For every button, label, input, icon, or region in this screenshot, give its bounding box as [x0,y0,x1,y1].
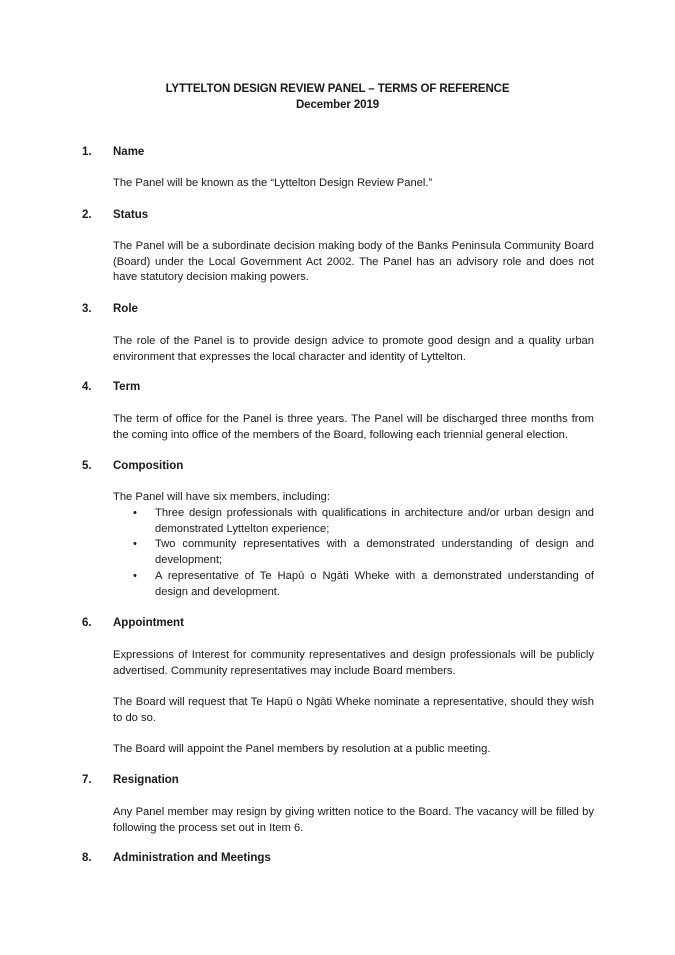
list-item [133,569,594,600]
list-item [133,506,594,537]
section-6-paragraph-3: The Board will appoint the Panel members by resolution at a public meeting. [113,743,491,755]
composition-list [133,506,594,600]
section-5-paragraph: The Panel will have six members, including: [113,491,331,503]
section-number: 2. [82,209,92,221]
document-date: December 2019 [295,99,380,111]
section-number: 1. [82,146,92,158]
bullet-icon: • [133,569,137,582]
document-title: LYTTELTON DESIGN REVIEW PANEL – TERMS OF REFERENCE [165,83,510,95]
list-item-text: Three design professionals with qualifications in architecture and/or urban design and demonstrated Lyttelton experience; [155,507,594,535]
section-1-paragraph: The Panel will be known as the “Lyttelton Design Review Panel.” [113,177,433,189]
section-6-paragraph-1: Expressions of Interest for community representatives and design professionals will be publicly advertised. Community representatives may include Board members. [113,649,594,677]
list-item-text: A representative of Te Hapū o Ngāti Wheke with a demonstrated understanding of design and development. [155,569,594,598]
section-7-paragraph: Any Panel member may resign by giving written notice to the Board. The vacancy will be filled by following the process set out in Item 6. [113,806,594,834]
section-title: Appointment [113,617,184,629]
section-title: Term [113,381,141,393]
list-item-text: Two community representatives with a demonstrated understanding of design and development; [155,538,594,567]
section-title: Composition [113,460,184,472]
section-6-paragraph-2: The Board will request that Te Hapū o Ngāti Wheke nominate a representative, should they wish to do so. [113,696,594,724]
section-number: 5. [82,460,92,472]
section-title: Status [113,209,149,221]
list-item [133,537,594,568]
section-title: Role [113,303,138,315]
bullet-icon: • [133,538,137,551]
bullet-icon: • [133,507,137,519]
section-number: 3. [82,303,92,315]
section-number: 8. [82,852,92,864]
section-title: Name [113,146,145,158]
section-3-paragraph: The role of the Panel is to provide design advice to promote good design and a quality urban environment that expresses the local character and identity of Lyttelton. [113,335,594,363]
section-number: 4. [82,381,92,393]
section-2-paragraph: The Panel will be a subordinate decision making body of the Banks Peninsula Community Board (Board) under the Local Government Act 2002. The Panel has an advisory role and does not have statutory decision making powers. [113,240,594,284]
section-title: Resignation [113,774,179,786]
section-number: 6. [82,617,92,629]
section-number: 7. [82,774,92,786]
section-title: Administration and Meetings [113,852,271,864]
section-4-paragraph: The term of office for the Panel is three years. The Panel will be discharged three months from the coming into office of the members of the Board, following each triennial general election. [113,413,594,441]
